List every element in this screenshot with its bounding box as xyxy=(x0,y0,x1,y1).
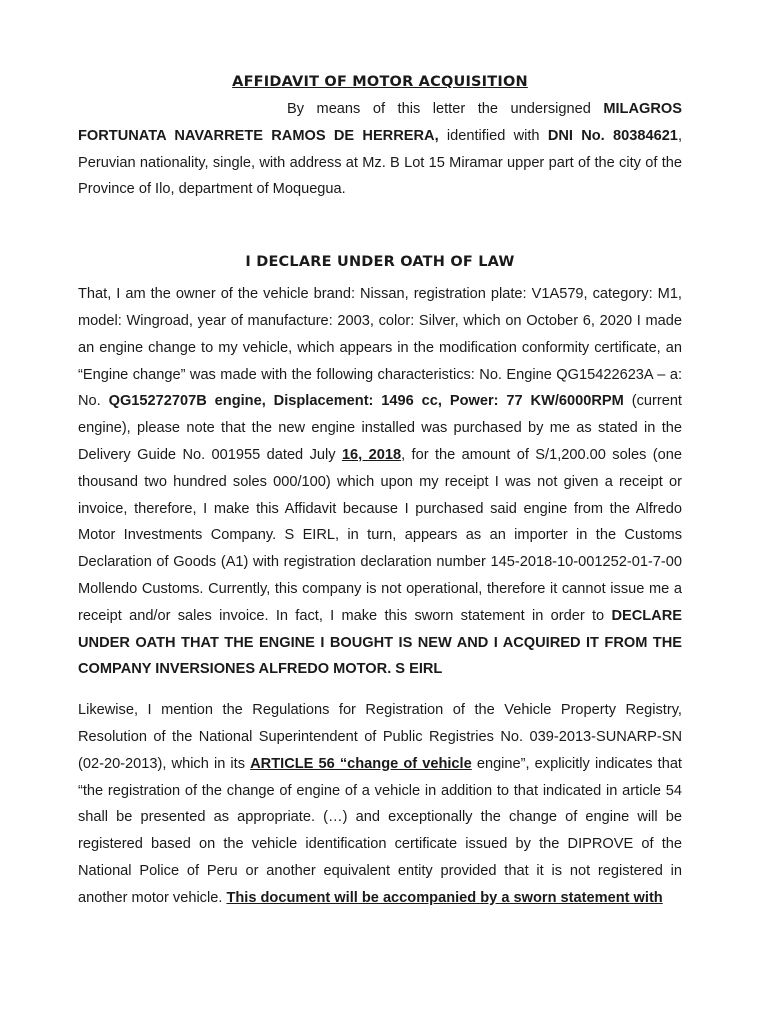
intro-text-2: identified with xyxy=(438,127,548,144)
document-title: AFFIDAVIT OF MOTOR ACQUISITION xyxy=(232,74,528,90)
engine-details: QG15272707B engine, Displacement: 1496 cc, Power: 77 KW/6000RPM xyxy=(108,393,624,410)
declaration-paragraph xyxy=(78,281,682,683)
oath-statement: DECLARE UNDER OATH THAT THE ENGINE I BOUGHT IS NEW AND I ACQUIRED IT FROM THE COMPANY INVERSIONES ALFREDO MOTOR. S EIRL xyxy=(78,607,682,678)
spacer xyxy=(78,683,682,697)
regulation-paragraph xyxy=(78,697,682,911)
declaration-text-2: (current engine), please note that the new engine installed was purchased by me as stated in the Delivery Guide No. 001955 dated July xyxy=(78,393,682,463)
declaration-text-1: That, I am the owner of the vehicle brand: Nissan, registration plate: V1A579, category: M1, model: Wingroad, year of manufacture: 2003, color: Silver, which on October 6, 2020 I made an engine change to my vehicle, which appears in the modification conformity certificate, an “Engine change” was made with the following characteristics: No. Engine QG15422623A – a: No. xyxy=(78,286,682,410)
intro-paragraph xyxy=(78,96,682,203)
document-page xyxy=(78,68,682,912)
oath-heading: I DECLARE UNDER OATH OF LAW xyxy=(245,254,515,271)
article-reference: ARTICLE 56 “change of vehicle xyxy=(250,755,472,772)
declaration-text-3: , for the amount of S/1,200.00 soles (one thousand two hundred soles 000/100) which upon my receipt I was not given a receipt or invoice, therefore, I make this Affidavit because I purchased said engine from the Alfredo Motor Investments Company. S EIRL, in turn, appears as an importer in the Customs Declaration of Goods (A1) with registration declaration number 145-2018-10-001252-01-7-00 Mollendo Customs. Currently, this company is not operational, therefore it cannot issue me a receipt and/or sales invoice. In fact, I make this sworn statement in order to xyxy=(78,446,682,624)
spacer xyxy=(78,203,682,249)
intro-text-3: , Peruvian nationality, single, with address at Mz. B Lot 15 Miramar upper part of the city of the Province of Ilo, department of Moquegua. xyxy=(78,127,682,198)
dni-number: DNI No. 80384621 xyxy=(547,127,678,144)
declarant-name: MILAGROS FORTUNATA NAVARRETE RAMOS DE HERRERA, xyxy=(78,101,682,144)
intro-text-1: By means of this letter the undersigned xyxy=(287,101,604,117)
regulation-text-2: engine”, explicitly indicates that “the registration of the change of engine of a vehicle in addition to that indicated in article 54 shall be presented as appropriate. (…) and exceptionally the change of engine will be registered based on the vehicle identification certificate issued by the DIPROVE of the National Police of Peru or another equivalent entity provided that it is not registered in another motor vehicle. xyxy=(78,755,682,906)
regulation-text-1: Likewise, I mention the Regulations for Registration of the Vehicle Property Registry, Resolution of the National Superintendent of Public Registries No. 039-2013-SUNARP-SN (02-20-2013), which in its xyxy=(78,702,682,772)
purchase-date: 16, 2018 xyxy=(341,446,402,463)
accompanied-statement: This document will be accompanied by a sworn statement with xyxy=(226,889,663,906)
